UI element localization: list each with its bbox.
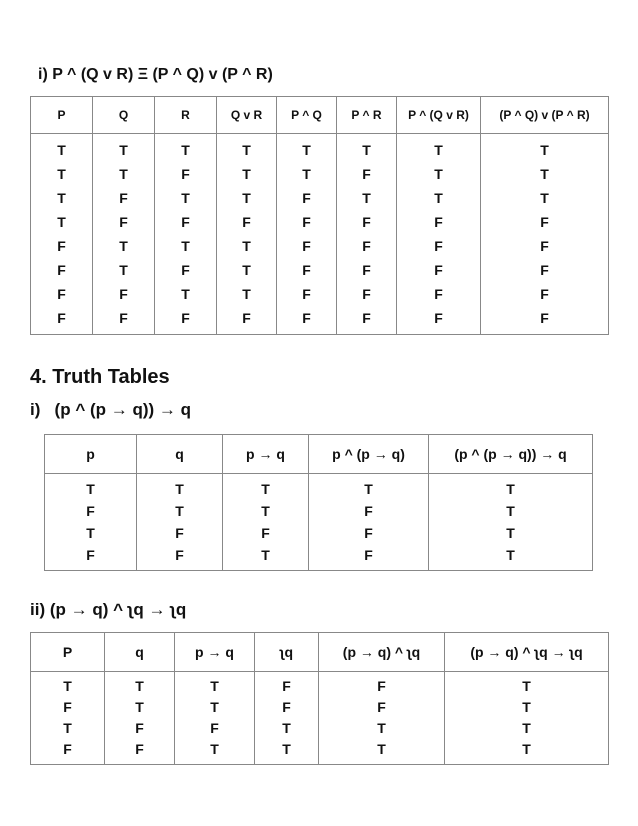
truth-value: T — [506, 547, 515, 563]
truth-value: F — [57, 286, 66, 302]
truth-value: F — [362, 166, 371, 182]
truth-value: T — [57, 190, 66, 206]
column-values — [31, 134, 93, 335]
truth-value: T — [522, 678, 531, 694]
truth-value: F — [175, 547, 184, 563]
column-values — [155, 134, 217, 335]
truth-value: T — [377, 720, 386, 736]
truth-value: T — [57, 142, 66, 158]
truth-value: T — [242, 166, 251, 182]
column-values — [255, 672, 319, 765]
truth-value: T — [210, 741, 219, 757]
truth-value: T — [302, 142, 311, 158]
truth-value: F — [181, 262, 190, 278]
truth-value: F — [540, 262, 549, 278]
truth-value: F — [364, 547, 373, 563]
column-values — [137, 474, 223, 571]
truth-value: T — [175, 503, 184, 519]
truth-value: T — [302, 166, 311, 182]
column-header: P ^ (Q v R) — [397, 97, 481, 134]
table-header-row — [45, 435, 593, 474]
column-header: (P ^ Q) v (P ^ R) — [481, 97, 609, 134]
section-heading: 4. Truth Tables — [30, 366, 170, 388]
truth-value: F — [302, 286, 311, 302]
truth-value: T — [119, 262, 128, 278]
truth-value: T — [242, 142, 251, 158]
column-header: P ^ R — [337, 97, 397, 134]
truth-value: F — [119, 286, 128, 302]
column-values — [105, 672, 175, 765]
column-header: P — [31, 97, 93, 134]
truth-value: T — [57, 166, 66, 182]
truth-value: F — [210, 720, 219, 736]
column-values — [45, 474, 137, 571]
column-header: (p → q) ^ ʅq → ʅq — [445, 633, 609, 672]
truth-value: F — [302, 214, 311, 230]
truth-value: T — [86, 481, 95, 497]
section3-title: ii) (p → q) ^ ʅq → ʅq — [30, 600, 187, 619]
truth-value: T — [261, 503, 270, 519]
column-header: Q — [93, 97, 155, 134]
truth-value: F — [282, 678, 291, 694]
truth-value: T — [242, 190, 251, 206]
truth-value: F — [57, 262, 66, 278]
truth-value: T — [181, 238, 190, 254]
truth-value: T — [242, 286, 251, 302]
column-header: (p ^ (p → q)) → q — [429, 435, 593, 474]
truth-value: T — [175, 481, 184, 497]
truth-value: F — [135, 720, 144, 736]
truth-value: T — [181, 142, 190, 158]
column-values — [217, 134, 277, 335]
truth-value: F — [57, 310, 66, 326]
column-values — [31, 672, 105, 765]
truth-value: T — [181, 286, 190, 302]
truth-value: F — [377, 678, 386, 694]
table-header-row — [31, 633, 609, 672]
truth-value: F — [119, 310, 128, 326]
truth-value: T — [522, 741, 531, 757]
truth-value: T — [282, 720, 291, 736]
column-values — [93, 134, 155, 335]
truth-value: T — [506, 525, 515, 541]
truth-value: T — [242, 262, 251, 278]
truth-value: T — [63, 678, 72, 694]
truth-value: F — [302, 262, 311, 278]
column-header: R — [155, 97, 217, 134]
truth-value: F — [434, 214, 443, 230]
truth-table-distributive — [30, 96, 609, 335]
table-body-row — [31, 672, 609, 765]
truth-value: T — [540, 190, 549, 206]
truth-value: T — [119, 238, 128, 254]
truth-value: T — [181, 190, 190, 206]
column-header: p — [45, 435, 137, 474]
truth-value: T — [522, 699, 531, 715]
table-header-row — [31, 97, 609, 134]
truth-value: F — [63, 699, 72, 715]
truth-value: T — [261, 481, 270, 497]
truth-value: F — [119, 214, 128, 230]
truth-value: T — [57, 214, 66, 230]
truth-value: T — [362, 190, 371, 206]
column-values — [429, 474, 593, 571]
truth-value: F — [377, 699, 386, 715]
truth-value: F — [119, 190, 128, 206]
truth-value: T — [364, 481, 373, 497]
truth-value: F — [175, 525, 184, 541]
column-values — [223, 474, 309, 571]
truth-value: F — [540, 214, 549, 230]
truth-value: F — [362, 262, 371, 278]
truth-value: T — [434, 166, 443, 182]
truth-value: T — [135, 699, 144, 715]
truth-value: F — [261, 525, 270, 541]
truth-value: F — [362, 214, 371, 230]
column-header: P ^ Q — [277, 97, 337, 134]
truth-value: F — [362, 310, 371, 326]
truth-value: T — [210, 678, 219, 694]
column-values — [481, 134, 609, 335]
column-header: q — [137, 435, 223, 474]
truth-value: F — [86, 547, 95, 563]
column-values — [309, 474, 429, 571]
truth-value: F — [362, 238, 371, 254]
truth-value: T — [540, 166, 549, 182]
truth-value: T — [63, 720, 72, 736]
truth-value: F — [540, 286, 549, 302]
truth-value: T — [135, 678, 144, 694]
column-values — [397, 134, 481, 335]
column-values — [277, 134, 337, 335]
truth-value: F — [302, 190, 311, 206]
table-body-row — [45, 474, 593, 571]
column-values — [445, 672, 609, 765]
truth-table-modus-ponens — [44, 434, 593, 571]
column-values — [319, 672, 445, 765]
truth-value: T — [506, 503, 515, 519]
truth-table-implication — [30, 632, 609, 765]
truth-value: F — [302, 238, 311, 254]
truth-value: T — [261, 547, 270, 563]
truth-value: F — [362, 286, 371, 302]
truth-value: F — [57, 238, 66, 254]
truth-value: F — [434, 262, 443, 278]
truth-value: T — [282, 741, 291, 757]
truth-value: F — [181, 214, 190, 230]
truth-value: F — [434, 238, 443, 254]
column-header: P — [31, 633, 105, 672]
truth-value: T — [362, 142, 371, 158]
truth-value: F — [282, 699, 291, 715]
table-body-row — [31, 134, 609, 335]
truth-value: F — [63, 741, 72, 757]
truth-value: T — [377, 741, 386, 757]
truth-value: T — [540, 142, 549, 158]
truth-value: T — [119, 166, 128, 182]
column-header: (p → q) ^ ʅq — [319, 633, 445, 672]
truth-value: F — [434, 286, 443, 302]
truth-value: T — [434, 190, 443, 206]
truth-value: F — [540, 310, 549, 326]
column-values — [337, 134, 397, 335]
column-header: ʅq — [255, 633, 319, 672]
truth-value: F — [540, 238, 549, 254]
column-values — [175, 672, 255, 765]
truth-value: T — [242, 238, 251, 254]
truth-value: F — [302, 310, 311, 326]
truth-value: T — [434, 142, 443, 158]
truth-value: T — [86, 525, 95, 541]
truth-value: F — [86, 503, 95, 519]
truth-value: F — [181, 166, 190, 182]
truth-value: F — [181, 310, 190, 326]
column-header: Q v R — [217, 97, 277, 134]
truth-value: F — [242, 214, 251, 230]
column-header: p → q — [223, 435, 309, 474]
truth-value: F — [364, 503, 373, 519]
truth-value: F — [434, 310, 443, 326]
truth-value: F — [242, 310, 251, 326]
column-header: q — [105, 633, 175, 672]
truth-value: T — [119, 142, 128, 158]
truth-value: F — [135, 741, 144, 757]
truth-value: F — [364, 525, 373, 541]
truth-value: T — [506, 481, 515, 497]
section1-title: i) P ^ (Q v R) Ξ (P ^ Q) v (P ^ R) — [38, 66, 273, 83]
truth-value: T — [522, 720, 531, 736]
truth-value: T — [210, 699, 219, 715]
column-header: p → q — [175, 633, 255, 672]
column-header: p ^ (p → q) — [309, 435, 429, 474]
section2-title: i) (p ^ (p → q)) → q — [30, 400, 192, 419]
